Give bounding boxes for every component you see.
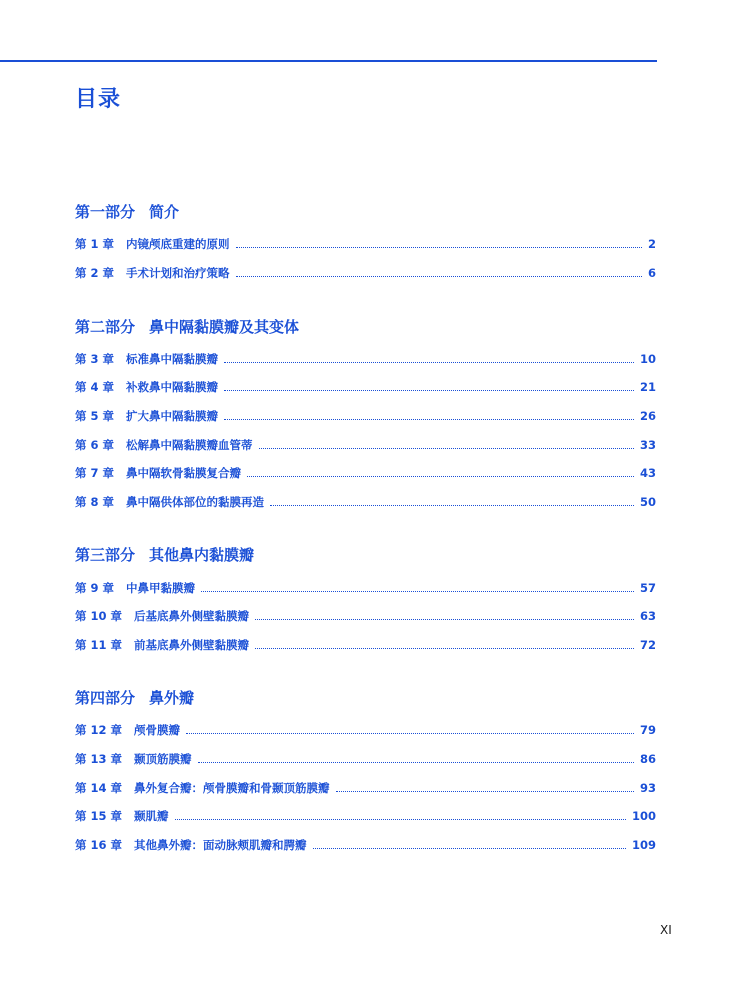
part-number: 第二部分 xyxy=(75,318,136,336)
chapter-page: 2 xyxy=(647,237,656,251)
chapter-title: 手术计划和治疗策略 xyxy=(126,266,230,280)
toc-entry[interactable] xyxy=(75,265,656,281)
chapter-title: 颞肌瓣 xyxy=(134,809,169,823)
part-heading xyxy=(75,687,194,708)
chapter-number: 第 9 章 xyxy=(75,581,115,595)
dot-leader xyxy=(247,476,634,477)
chapter-number: 第 11 章 xyxy=(75,638,123,652)
dot-leader xyxy=(175,819,626,820)
chapter-number: 第 14 章 xyxy=(75,781,123,795)
chapter-number: 第 12 章 xyxy=(75,723,123,737)
page-number: XI xyxy=(660,923,672,937)
part-number: 第一部分 xyxy=(75,203,136,221)
chapter-title: 其他鼻外瓣：面动脉颊肌瓣和腭瓣 xyxy=(134,838,307,852)
dot-leader xyxy=(255,648,634,649)
part-heading xyxy=(75,544,254,565)
dot-leader xyxy=(201,591,634,592)
toc-entry[interactable] xyxy=(75,722,656,738)
part-name: 简介 xyxy=(149,203,180,221)
part-heading xyxy=(75,201,179,222)
dot-leader xyxy=(313,848,626,849)
part-number: 第三部分 xyxy=(75,546,136,564)
dot-leader xyxy=(224,390,634,391)
chapter-page: 93 xyxy=(639,781,656,795)
chapter-number: 第 10 章 xyxy=(75,609,123,623)
dot-leader xyxy=(186,733,634,734)
chapter-page: 79 xyxy=(639,723,656,737)
chapter-page: 10 xyxy=(639,352,656,366)
chapter-title: 内镜颅底重建的原则 xyxy=(126,237,230,251)
toc-entry[interactable] xyxy=(75,751,656,767)
toc-entry[interactable] xyxy=(75,236,656,252)
chapter-page: 109 xyxy=(631,838,656,852)
chapter-title: 颞顶筋膜瓣 xyxy=(134,752,192,766)
chapter-title: 前基底鼻外侧壁黏膜瓣 xyxy=(134,638,250,652)
toc-entry[interactable] xyxy=(75,437,656,453)
chapter-title: 鼻中隔软骨黏膜复合瓣 xyxy=(126,466,242,480)
toc-entry[interactable] xyxy=(75,494,656,510)
part-name: 鼻中隔黏膜瓣及其变体 xyxy=(149,318,300,336)
chapter-page: 72 xyxy=(639,638,656,652)
chapter-page: 33 xyxy=(639,438,656,452)
chapter-number: 第 4 章 xyxy=(75,380,115,394)
chapter-number: 第 8 章 xyxy=(75,495,115,509)
chapter-title: 鼻中隔供体部位的黏膜再造 xyxy=(126,495,265,509)
chapter-page: 26 xyxy=(639,409,656,423)
page-title: 目录 xyxy=(75,87,122,112)
chapter-page: 43 xyxy=(639,466,656,480)
toc-entry[interactable] xyxy=(75,580,656,596)
part-name: 鼻外瓣 xyxy=(149,689,195,707)
dot-leader xyxy=(236,276,642,277)
chapter-number: 第 6 章 xyxy=(75,438,115,452)
chapter-number: 第 16 章 xyxy=(75,838,123,852)
chapter-number: 第 5 章 xyxy=(75,409,115,423)
dot-leader xyxy=(224,362,634,363)
chapter-title: 后基底鼻外侧壁黏膜瓣 xyxy=(134,609,250,623)
dot-leader xyxy=(270,505,634,506)
chapter-title: 补救鼻中隔黏膜瓣 xyxy=(126,380,219,394)
dot-leader xyxy=(255,619,634,620)
toc-entry[interactable] xyxy=(75,408,656,424)
toc-entry[interactable] xyxy=(75,465,656,481)
toc-entry[interactable] xyxy=(75,837,656,853)
chapter-number: 第 1 章 xyxy=(75,237,115,251)
dot-leader xyxy=(224,419,634,420)
chapter-number: 第 3 章 xyxy=(75,352,115,366)
toc-entry[interactable] xyxy=(75,351,656,367)
chapter-number: 第 13 章 xyxy=(75,752,123,766)
chapter-title: 标准鼻中隔黏膜瓣 xyxy=(126,352,219,366)
chapter-page: 86 xyxy=(639,752,656,766)
toc-entry[interactable] xyxy=(75,379,656,395)
chapter-page: 100 xyxy=(631,809,656,823)
chapter-title: 鼻外复合瓣：颅骨膜瓣和骨颞顶筋膜瓣 xyxy=(134,781,330,795)
part-name: 其他鼻内黏膜瓣 xyxy=(149,546,255,564)
chapter-page: 63 xyxy=(639,609,656,623)
chapter-title: 颅骨膜瓣 xyxy=(134,723,181,737)
toc-entry[interactable] xyxy=(75,780,656,796)
dot-leader xyxy=(336,791,634,792)
dot-leader xyxy=(236,247,642,248)
chapter-title: 扩大鼻中隔黏膜瓣 xyxy=(126,409,219,423)
chapter-title: 中鼻甲黏膜瓣 xyxy=(126,581,196,595)
chapter-title: 松解鼻中隔黏膜瓣血管蒂 xyxy=(126,438,253,452)
toc-entry[interactable] xyxy=(75,608,656,624)
part-number: 第四部分 xyxy=(75,689,136,707)
top-rule xyxy=(0,60,657,62)
dot-leader xyxy=(198,762,634,763)
part-heading xyxy=(75,316,299,337)
chapter-number: 第 7 章 xyxy=(75,466,115,480)
chapter-number: 第 15 章 xyxy=(75,809,123,823)
chapter-page: 6 xyxy=(647,266,656,280)
dot-leader xyxy=(259,448,634,449)
chapter-page: 57 xyxy=(639,581,656,595)
toc-entry[interactable] xyxy=(75,808,656,824)
chapter-page: 21 xyxy=(639,380,656,394)
chapter-number: 第 2 章 xyxy=(75,266,115,280)
toc-entry[interactable] xyxy=(75,637,656,653)
chapter-page: 50 xyxy=(639,495,656,509)
